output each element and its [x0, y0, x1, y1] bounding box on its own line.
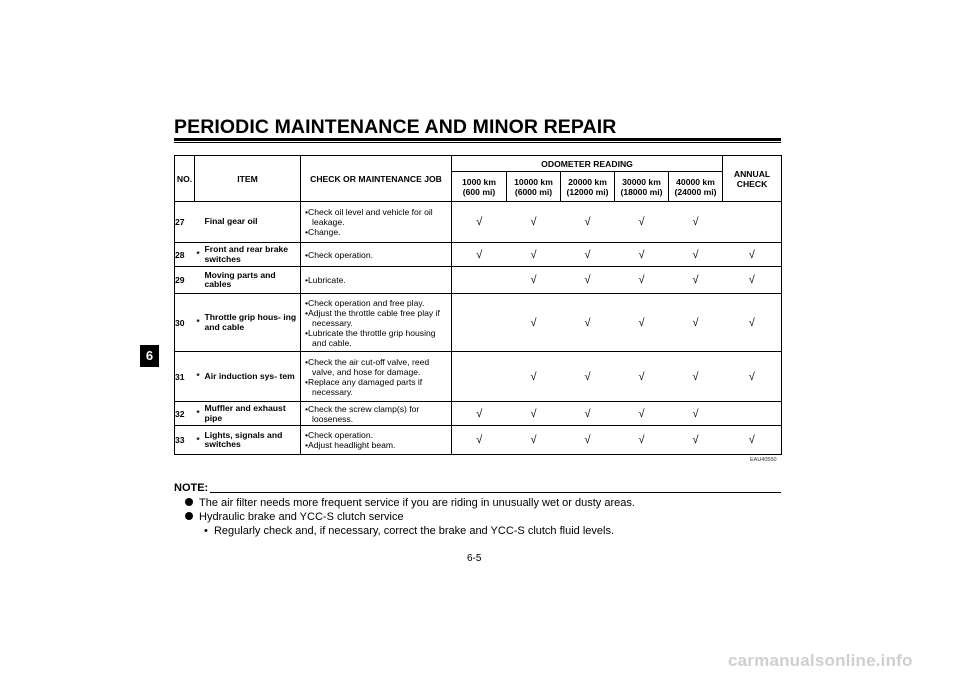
header-odometer: ODOMETER READING	[452, 156, 723, 172]
check-cell	[723, 352, 782, 402]
check-mark-icon: √	[638, 434, 645, 446]
note-label: NOTE:	[174, 482, 209, 494]
check-mark-icon: √	[638, 274, 645, 286]
job-bullet: • Lubricate the throttle grip housing and cable.	[305, 328, 451, 348]
check-mark-icon: √	[748, 434, 755, 446]
table-row	[175, 267, 782, 294]
check-cell-empty	[723, 202, 782, 243]
row-item: Air induction sys- tem	[202, 352, 301, 402]
check-mark-icon: √	[748, 274, 755, 286]
check-cell	[561, 402, 615, 426]
row-marker: *	[195, 243, 202, 267]
job-bullet: • Check operation.	[305, 430, 451, 440]
row-number: 33	[175, 426, 195, 455]
check-cell	[452, 243, 507, 267]
check-cell	[507, 267, 561, 294]
row-item: Final gear oil	[202, 202, 301, 243]
check-cell	[507, 426, 561, 455]
check-mark-icon: √	[692, 216, 699, 228]
check-mark-icon: √	[638, 407, 645, 420]
row-number: 27	[175, 202, 195, 243]
page-title: PERIODIC MAINTENANCE AND MINOR REPAIR	[174, 116, 617, 138]
check-mark-icon: √	[584, 216, 591, 228]
check-cell	[507, 402, 561, 426]
check-mark-icon: √	[530, 316, 537, 329]
check-mark-icon: √	[476, 248, 483, 261]
check-mark-icon: √	[530, 216, 537, 228]
row-marker: *	[195, 352, 202, 402]
row-number: 32	[175, 402, 195, 426]
row-marker	[195, 202, 202, 243]
job-bullet: • Change.	[305, 227, 451, 237]
check-cell	[561, 243, 615, 267]
header-odo-30000: 30000 km (18000 mi)	[615, 172, 669, 202]
check-mark-icon: √	[584, 370, 591, 383]
check-cell	[561, 202, 615, 243]
check-mark-icon: √	[530, 274, 537, 286]
note-item: Hydraulic brake and YCC-S clutch service	[185, 511, 404, 523]
row-job	[301, 243, 452, 267]
row-number: 30	[175, 294, 195, 352]
job-bullet: • Check oil level and vehicle for oil leakage.	[305, 207, 451, 227]
check-mark-icon: √	[584, 316, 591, 329]
table-row	[175, 402, 782, 426]
table-row	[175, 202, 782, 243]
check-mark-icon: √	[584, 434, 591, 446]
check-mark-icon: √	[530, 407, 537, 420]
check-mark-icon: √	[638, 216, 645, 228]
check-cell	[507, 202, 561, 243]
row-item: Lights, signals and switches	[202, 426, 301, 455]
check-cell	[615, 426, 669, 455]
row-item: Throttle grip hous- ing and cable	[202, 294, 301, 352]
check-cell	[452, 402, 507, 426]
reference-code: EAU40550	[750, 457, 777, 463]
check-mark-icon: √	[584, 407, 591, 420]
watermark: carmanualsonline.info	[728, 651, 913, 670]
row-job	[301, 267, 452, 294]
row-number: 29	[175, 267, 195, 294]
header-odo-10000: 10000 km (6000 mi)	[507, 172, 561, 202]
header-odo-40000: 40000 km (24000 mi)	[669, 172, 723, 202]
check-cell	[615, 267, 669, 294]
header-no: NO.	[175, 156, 195, 202]
check-mark-icon: √	[748, 370, 755, 383]
check-cell	[669, 294, 723, 352]
row-number: 28	[175, 243, 195, 267]
maintenance-table	[174, 155, 782, 455]
job-bullet: • Check the air cut-off valve, reed valve, and hose for damage.	[305, 357, 451, 377]
bullet-dot-icon	[185, 512, 193, 520]
row-job	[301, 202, 452, 243]
check-cell-empty	[723, 402, 782, 426]
check-mark-icon: √	[692, 248, 699, 261]
check-cell	[452, 426, 507, 455]
row-item: Moving parts and cables	[202, 267, 301, 294]
row-number: 31	[175, 352, 195, 402]
check-cell	[561, 352, 615, 402]
check-cell	[452, 202, 507, 243]
job-bullet: • Check operation.	[305, 250, 451, 260]
check-cell	[561, 294, 615, 352]
table-row	[175, 243, 782, 267]
check-cell	[723, 294, 782, 352]
title-rule	[174, 138, 781, 141]
check-cell	[507, 352, 561, 402]
check-mark-icon: √	[692, 274, 699, 286]
check-mark-icon: √	[476, 407, 483, 420]
check-mark-icon: √	[748, 248, 755, 261]
row-marker: *	[195, 426, 202, 455]
header-job: CHECK OR MAINTENANCE JOB	[301, 156, 452, 202]
check-cell	[507, 294, 561, 352]
job-bullet: • Adjust headlight beam.	[305, 440, 451, 450]
check-cell	[615, 352, 669, 402]
check-cell	[669, 402, 723, 426]
check-cell	[669, 426, 723, 455]
page-number: 6-5	[467, 553, 482, 564]
header-odo-20000: 20000 km (12000 mi)	[561, 172, 615, 202]
check-cell-empty	[452, 267, 507, 294]
header-odo-1000: 1000 km (600 mi)	[452, 172, 507, 202]
check-mark-icon: √	[638, 370, 645, 383]
check-cell	[615, 294, 669, 352]
check-mark-icon: √	[638, 316, 645, 329]
bullet-dot-icon	[185, 498, 193, 506]
check-cell	[723, 243, 782, 267]
check-cell	[723, 426, 782, 455]
check-cell	[507, 243, 561, 267]
check-cell	[723, 267, 782, 294]
check-cell	[561, 267, 615, 294]
note-subitem: • Regularly check and, if necessary, correct the brake and YCC-S clutch fluid levels.	[204, 525, 615, 537]
note-rule	[210, 492, 781, 493]
check-cell-empty	[452, 352, 507, 402]
job-bullet: • Lubricate.	[305, 275, 451, 285]
check-mark-icon: √	[530, 370, 537, 383]
check-cell	[669, 267, 723, 294]
row-marker	[195, 267, 202, 294]
check-mark-icon: √	[584, 248, 591, 261]
check-mark-icon: √	[692, 370, 699, 383]
table-row	[175, 352, 782, 402]
check-mark-icon: √	[530, 248, 537, 261]
check-cell	[615, 202, 669, 243]
row-job	[301, 352, 452, 402]
row-job	[301, 426, 452, 455]
check-mark-icon: √	[584, 274, 591, 286]
job-bullet: • Check operation and free play.	[305, 298, 451, 308]
check-cell	[561, 426, 615, 455]
row-job	[301, 294, 452, 352]
job-bullet: • Replace any damaged parts if necessary.	[305, 377, 451, 397]
note-item: The air filter needs more frequent service if you are riding in unusually wet or dusty areas.	[185, 497, 635, 509]
header-item: ITEM	[195, 156, 301, 202]
check-cell-empty	[452, 294, 507, 352]
row-job	[301, 402, 452, 426]
check-mark-icon: √	[530, 434, 537, 446]
job-bullet: • Adjust the throttle cable free play if necessary.	[305, 308, 451, 328]
chapter-tab: 6	[140, 345, 159, 367]
check-cell	[669, 352, 723, 402]
check-cell	[615, 243, 669, 267]
check-mark-icon: √	[692, 434, 699, 446]
row-item: Front and rear brake switches	[202, 243, 301, 267]
row-item: Muffler and exhaust pipe	[202, 402, 301, 426]
check-mark-icon: √	[692, 316, 699, 329]
table-row	[175, 426, 782, 455]
title-rule-thin	[174, 142, 781, 143]
check-cell	[615, 402, 669, 426]
check-mark-icon: √	[748, 316, 755, 329]
check-cell	[669, 202, 723, 243]
header-annual: ANNUAL CHECK	[723, 156, 782, 202]
row-marker: *	[195, 294, 202, 352]
row-marker: *	[195, 402, 202, 426]
check-cell	[669, 243, 723, 267]
check-mark-icon: √	[476, 216, 483, 228]
job-bullet: • Check the screw clamp(s) for looseness.	[305, 404, 451, 424]
check-mark-icon: √	[476, 434, 483, 446]
check-mark-icon: √	[692, 407, 699, 420]
check-mark-icon: √	[638, 248, 645, 261]
table-row	[175, 294, 782, 352]
